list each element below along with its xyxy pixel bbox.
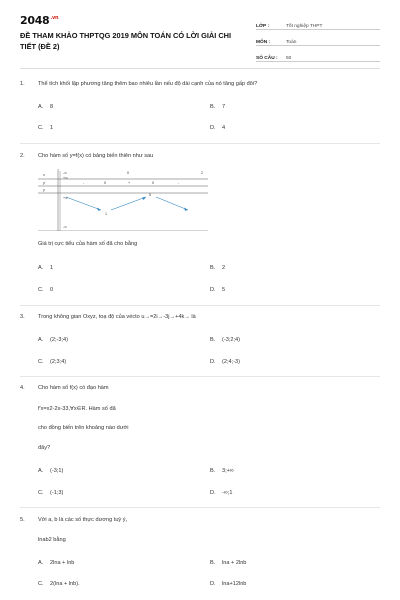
option-letter: C.: [38, 359, 44, 365]
option-value: 2lna + lnb: [50, 560, 75, 566]
question-line: lnab2 bằng: [38, 537, 66, 543]
option-d[interactable]: [210, 287, 225, 293]
option-value: -∞;1: [222, 490, 233, 496]
option-value: 2: [222, 265, 226, 271]
option-letter: A.: [38, 104, 44, 110]
option-value: 4: [222, 125, 226, 131]
question-divider: [20, 143, 380, 144]
exam-title: ĐỀ THAM KHẢO THPTQG 2019 MÔN TOÁN CÓ LỜI GIẢI CHI TIẾT (ĐỀ 2): [20, 31, 232, 51]
option-value: (2;-3;4): [50, 337, 69, 343]
question-number: 4.: [20, 385, 25, 391]
bbt-x-0: 0: [127, 171, 129, 175]
logo-suffix: .vn: [50, 15, 59, 22]
option-letter: C.: [38, 581, 44, 587]
question-text: Cho hàm số f(x) có đạo hàm: [38, 385, 109, 391]
option-b[interactable]: [210, 104, 225, 110]
bbt-x-pos-inf: +∞: [63, 176, 68, 180]
option-letter: C.: [38, 287, 44, 293]
bbt-y-pos-inf: +∞: [63, 196, 68, 200]
option-value: (-1;3): [50, 490, 64, 496]
option-d[interactable]: [210, 359, 240, 365]
option-d[interactable]: [210, 581, 246, 587]
option-value: 0: [50, 287, 54, 293]
meta-row-subject: [256, 30, 380, 46]
meta-key: MÔN :: [256, 40, 271, 45]
option-letter: D.: [210, 581, 216, 587]
option-letter: D.: [210, 125, 216, 131]
option-value: (2;3;4): [50, 359, 67, 365]
question-divider: [20, 305, 380, 306]
bbt-row-x: x: [43, 173, 45, 177]
question-2: [20, 153, 380, 159]
meta-key: LỚP :: [256, 24, 270, 29]
option-b[interactable]: [210, 560, 246, 566]
option-value: (-3;2;4): [222, 337, 241, 343]
meta-row-count: [256, 46, 380, 62]
bbt-x-2: 2: [201, 171, 203, 175]
option-letter: A.: [38, 337, 44, 343]
option-letter: C.: [38, 125, 44, 131]
variation-table: [38, 169, 208, 231]
question-number: 3.: [20, 314, 25, 320]
question-4: [20, 385, 380, 391]
option-value: 1: [50, 125, 54, 131]
logo-text: 2048: [20, 14, 50, 27]
question-text: Với a, b là các số thực dương tuỳ ý,: [38, 517, 128, 523]
question-divider: [20, 376, 380, 377]
option-b[interactable]: [210, 265, 225, 271]
option-value: (2;4;-3): [222, 359, 241, 365]
option-value: 8: [50, 104, 54, 110]
question-divider: [20, 507, 380, 508]
option-d[interactable]: [210, 490, 233, 496]
bbt-x-neg-inf: -∞: [63, 171, 67, 175]
option-c[interactable]: [38, 490, 63, 496]
option-letter: B.: [210, 337, 216, 343]
meta-value: 50: [286, 56, 292, 61]
question-text: Giá trị cực tiểu của hàm số đã cho bằng: [38, 241, 138, 247]
option-d[interactable]: [210, 125, 225, 131]
question-number: 1.: [20, 81, 25, 87]
option-letter: D.: [210, 490, 216, 496]
question-text: Cho hàm số y=f(x) có bảng biến thiên như sau: [38, 153, 154, 159]
question-2-followup: [20, 241, 380, 247]
meta-value: Tốt nghiệp THPT: [286, 24, 323, 29]
header-divider: [20, 68, 380, 69]
bbt-sign: +: [128, 181, 131, 185]
option-value: lna+12lnb: [222, 581, 247, 587]
bbt-y-5: 5: [149, 193, 151, 197]
option-letter: B.: [210, 468, 216, 474]
bbt-sign: -: [178, 181, 180, 185]
option-letter: C.: [38, 490, 44, 496]
meta-value: Toán: [286, 40, 297, 45]
exam-meta: [256, 14, 380, 62]
option-letter: D.: [210, 359, 216, 365]
option-letter: D.: [210, 287, 216, 293]
question-line: cho đồng biến trên khoảng nào dưới: [38, 425, 129, 431]
option-a[interactable]: [38, 468, 63, 474]
option-a[interactable]: [38, 560, 74, 566]
question-number: 5.: [20, 517, 25, 523]
option-value: (-3;1): [50, 468, 64, 474]
option-b[interactable]: [210, 337, 240, 343]
site-logo[interactable]: [20, 14, 58, 27]
question-5: [20, 517, 380, 523]
bbt-sign: -: [83, 181, 85, 185]
option-letter: A.: [38, 560, 44, 566]
option-value: 7: [222, 104, 226, 110]
option-c[interactable]: [38, 125, 53, 131]
option-letter: B.: [210, 265, 216, 271]
option-letter: B.: [210, 560, 216, 566]
option-c[interactable]: [38, 581, 80, 587]
bbt-row-yprime: y': [43, 181, 46, 185]
option-value: 5: [222, 287, 226, 293]
option-a[interactable]: [38, 104, 53, 110]
option-value: lna + 2lnb: [222, 560, 247, 566]
question-number: 2.: [20, 153, 25, 159]
question-text: Thể tích khối lập phương tăng thêm bao nhiêu lần nếu độ dài cạnh của nó tăng gấp đôi?: [38, 81, 258, 87]
option-c[interactable]: [38, 287, 53, 293]
question-3: [20, 314, 380, 320]
meta-row-class: [256, 14, 380, 30]
option-letter: A.: [38, 265, 44, 271]
bbt-y-1: 1: [105, 212, 107, 216]
option-value: 2(lna + lnb).: [50, 581, 80, 587]
option-value: 1: [50, 265, 54, 271]
option-value: 3;+∞: [222, 468, 234, 474]
bbt-sign: 0: [104, 181, 106, 185]
option-letter: B.: [210, 104, 216, 110]
option-letter: A.: [38, 468, 44, 474]
question-line: f'x=x2-2x-33,∀x∈R. Hàm số đã: [38, 406, 116, 412]
option-a[interactable]: [38, 337, 68, 343]
bbt-row-y: y: [43, 188, 45, 192]
bbt-y-neg-inf: -∞: [63, 225, 67, 229]
option-b[interactable]: [210, 468, 234, 474]
question-1: [20, 81, 380, 87]
question-line: đây?: [38, 445, 51, 451]
bbt-sign: 0: [152, 181, 154, 185]
option-c[interactable]: [38, 359, 66, 365]
option-a[interactable]: [38, 265, 53, 271]
meta-key: SỐ CÂU :: [256, 56, 278, 61]
question-text: Trong không gian Oxyz, toạ độ của vécto u→=2i→-3j→+4k→ là: [38, 314, 196, 320]
